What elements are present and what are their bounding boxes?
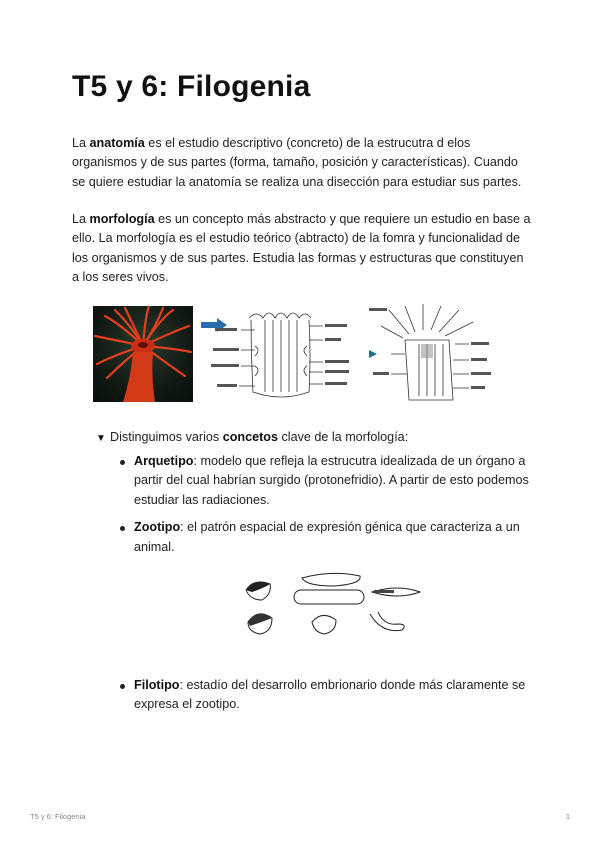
anatomy-term: anatomía (89, 136, 145, 150)
filotipo-list (118, 676, 538, 715)
bullet-icon (120, 684, 125, 689)
anemone-figure-row (93, 306, 493, 408)
triangle-down-icon[interactable]: ▼ (96, 433, 106, 444)
concepts-toggle[interactable]: ▼ Distinguimos varios concetos clave de la morfología: (96, 430, 409, 444)
page-title: T5 y 6: Filogenia (72, 70, 311, 103)
bullet-icon (120, 460, 125, 465)
anemone-anatomy-drawing (211, 306, 351, 406)
anatomy-paragraph: La anatomía es el estudio descriptivo (concreto) de la estrucutra d elos organismos y de sus partes (forma, tamaño, posición y características). Cuando se quiere estudiar la anatomía se realiza una disección para estudiar sus partes. (72, 136, 522, 189)
page-number: 1 (565, 812, 570, 821)
footer-title: T5 y 6: Filogenia (30, 812, 86, 821)
concept-list (118, 452, 538, 557)
concepts-term: concetos (222, 430, 278, 444)
anemone-section-drawing (369, 304, 493, 408)
list-item-filotipo: Filotipo: estadío del desarrollo embrionario donde más claramente se expresa el zootipo. (118, 676, 538, 715)
list-item-arquetipo: Arquetipo: modelo que refleja la estrucutra idealizada de un órgano a partir del cual habrían surgido (protonefridio). A partir de esto podemos estudiar las radiaciones. (118, 452, 538, 510)
list-item-zootipo: Zootipo: el patrón espacial de expresión génica que caracteriza a un animal. (118, 518, 538, 557)
morphology-term: morfología (89, 212, 155, 226)
morphology-paragraph: La morfología es un concepto más abstracto y que requiere un estudio en base a ello. La morfología es el estudio teórico (abtracto) de la fomra y funcionalidad de los organismos y de sus partes. Estudia las formas y estructuras que constituyen a los seres vivos. (72, 212, 531, 285)
zootype-diagram (242, 570, 426, 650)
anemone-photo (93, 306, 193, 402)
bullet-icon (120, 526, 125, 531)
